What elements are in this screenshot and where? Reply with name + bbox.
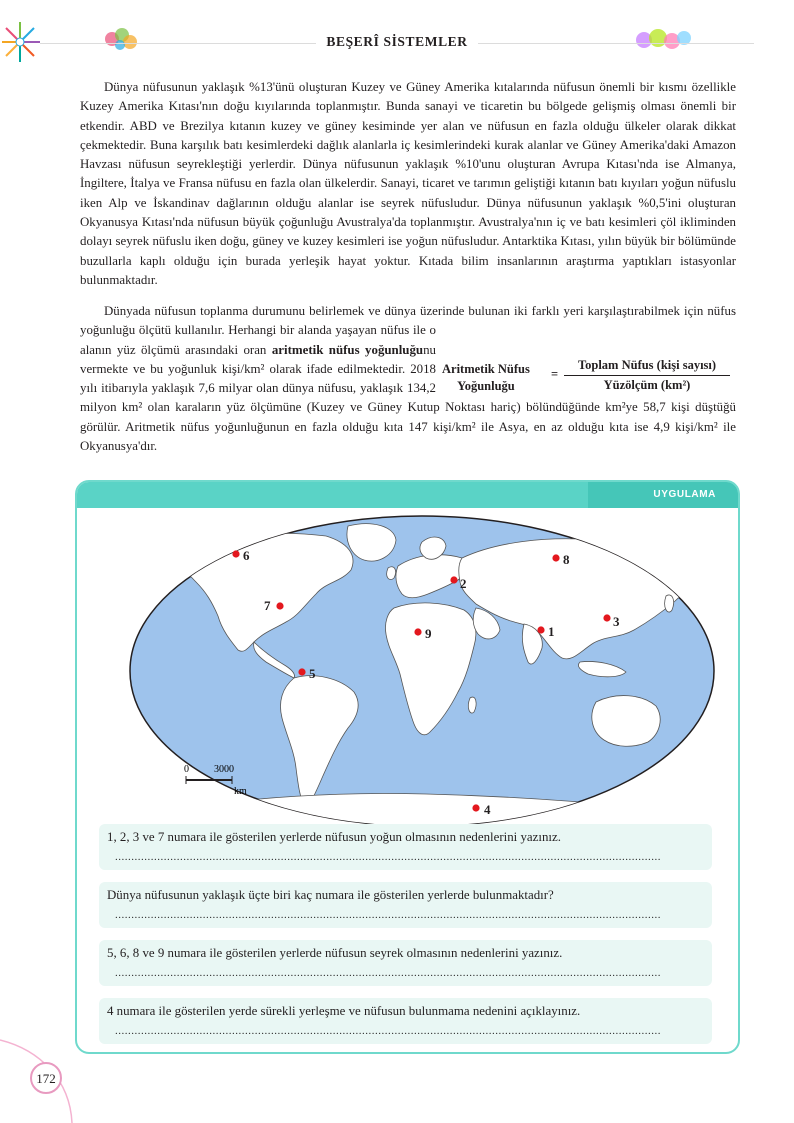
marker-dot-3 — [603, 614, 610, 621]
formula-equals: = — [551, 367, 559, 381]
marker-label-1: 1 — [548, 624, 555, 639]
question-3 — [99, 940, 712, 986]
question-3-text: 5, 6, 8 ve 9 numara ile gösterilen yerlerde nüfusun seyrek olmasının nedenlerini yazınız. — [107, 946, 563, 960]
japan — [665, 595, 674, 612]
marker-label-3: 3 — [613, 614, 620, 629]
marker-label-7: 7 — [264, 598, 271, 613]
australia — [592, 696, 660, 747]
madagascar — [468, 697, 476, 713]
world-map — [126, 512, 718, 830]
scale-value: 3000 — [214, 764, 234, 775]
formula-fraction-bar — [564, 375, 730, 376]
page-number: 172 — [30, 1062, 62, 1094]
page-header-title: BEŞERÎ SİSTEMLER — [0, 34, 794, 50]
question-4-text: 4 numara ile gösterilen yerde sürekli yerleşme ve nüfusun bulunmama nedenini açıklayınız. — [107, 1004, 581, 1018]
marker-dot-9 — [414, 628, 421, 635]
answer-line-1[interactable]: ........................................................................................................................................................................ — [115, 851, 661, 863]
answer-line-4[interactable]: ........................................................................................................................................................................ — [115, 1025, 661, 1037]
marker-dot-6 — [232, 550, 239, 557]
marker-dot-8 — [552, 554, 559, 561]
question-2 — [99, 882, 712, 928]
world-map-svg — [126, 512, 718, 830]
paragraph-1-text: Dünya nüfusunun yaklaşık %13'ünü oluşturan Kuzey ve Güney Amerika kıtalarında nüfusun önemli bir kısmı özellikle Kuzey Amerika Kıtası'nın doğu kıyılarında toplanmıştır. Bunda sanayi ve ticaretin bu bölgede gelişmiş olması önemli bir etkendir. ABD ve Brezilya kıtanın kuzey ve güney kesiminde yer alan ve nüfusun en fazla olduğu ülkeler olarak dikkat çekmektedir. Buna karşılık batı kesimlerdeki dağlık alanlarla iç kesimlerindeki kurak alanlar ve Güney Amerika'daki Amazon Havzası nüfusun seyrekleştiği yerlerdir. Dünya nüfusunun yaklaşık %10'unu oluşturan Avrupa Kıtası'nda ise Almanya, İngiltere, İtalya ve Fransa nüfusu en fazla olan ülkelerdir. Sanayi, ticaret ve tarımın geliştiği kıtanın batı kıyıları yoğun nüfuslu iken Alp ve İskandinav dağlarının olduğu alanlar ise seyrek nüfusludur. Dünya nüfusunun yaklaşık %0,5'ini oluşturan Okyanusya Kıtası'nda nüfusun büyük çoğunluğu Avustralya'da toplanmıştır. Avustralya'nın iç ve batı kesimleri çöl ikliminden dolayı seyrek nüfuslu iken doğu, güney ve kuzey kesimleri ise yoğun nüfusludur. Antarktika Kıtası, yılın büyük bir bölümünde buzullarla kaplı olduğu için burada yerleşik hayat yoktur. Kıtada bilim insanlarının araştırma yaptıkları istasyonlar bulunmaktadır. — [80, 80, 736, 287]
paragraph-1 — [80, 78, 736, 290]
marker-dot-5 — [298, 668, 305, 675]
answer-line-2[interactable]: ........................................................................................................................................................................ — [115, 909, 661, 921]
marker-label-9: 9 — [425, 626, 432, 641]
question-1-text: 1, 2, 3 ve 7 numara ile gösterilen yerlerde nüfusun yoğun olmasının nedenlerini yazınız. — [107, 830, 561, 844]
density-formula — [442, 355, 732, 395]
question-4 — [99, 998, 712, 1044]
marker-label-4: 4 — [484, 802, 491, 817]
scale-unit: km — [234, 786, 247, 797]
paragraph-2-text: Dünyada nüfusun toplanma durumunu belirlemek ve dünya üzerinde bulunan iki farklı yeri karşılaştırabilmek için nüfus yoğunluğu ölçütü kullanılır. Herhangi bir alanda yaşayan nüfus ile o alanın yüz ölçümü arasındaki oran aritmetik nüfus yoğunluğunu vermekte ve bu yoğunluk kişi/km² olarak ifade edilmektedir. 2018 yılı itibarıyla yaklaşık 7,6 milyar olan dünya nüfusu, yaklaşık 134,2 milyon km² olan karaların yüz ölçümüne (Kuzey ve Güney Kutup Noktası hariç) bölündüğünde km²ye 58,7 kişi düştüğü görülür. Aritmetik nüfus yoğunluğunun en fazla olduğu kıta 147 kişi/km² ile Asya, en az olduğu kıta ise 4,9 kişi/km² ile Okyanusya'dır. — [80, 304, 736, 454]
marker-label-8: 8 — [563, 552, 570, 567]
formula-denominator: Yüzölçüm (km²) — [603, 378, 691, 392]
term-arithmetic-density: aritmetik nüfus yoğunluğu — [271, 342, 424, 357]
question-1 — [99, 824, 712, 870]
marker-dot-2 — [450, 576, 457, 583]
practice-panel — [75, 480, 740, 1054]
answer-line-3[interactable]: ........................................................................................................................................................................ — [115, 967, 661, 979]
marker-label-2: 2 — [460, 576, 467, 591]
formula-lhs-line1: Aritmetik Nüfus — [442, 362, 530, 376]
marker-dot-7 — [276, 602, 283, 609]
marker-label-5: 5 — [309, 666, 316, 681]
uk — [387, 567, 396, 580]
marker-label-6: 6 — [243, 548, 250, 563]
formula-lhs-line2: Yoğunluğu — [457, 379, 515, 393]
marker-dot-1 — [537, 626, 544, 633]
panel-tag: UYGULAMA — [588, 482, 738, 508]
scale-zero: 0 — [184, 764, 189, 775]
formula-numerator: Toplam Nüfus (kişi sayısı) — [577, 358, 717, 372]
formula-lhs — [442, 361, 530, 395]
question-2-text: Dünya nüfusunun yaklaşık üçte biri kaç numara ile gösterilen yerlerde bulunmaktadır? — [107, 888, 554, 902]
marker-dot-4 — [472, 804, 479, 811]
